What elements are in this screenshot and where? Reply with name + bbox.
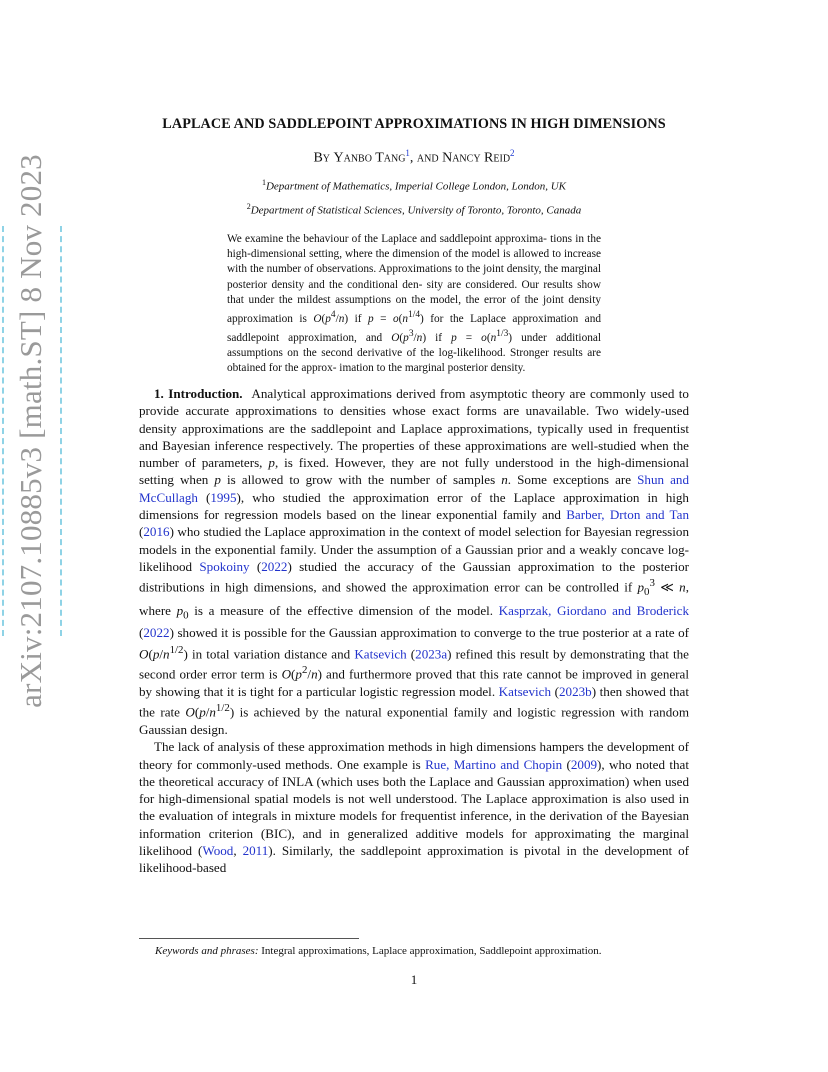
keywords-footnote: [155, 945, 695, 957]
cite-wood[interactable]: Wood: [202, 843, 234, 859]
cite-kasprzak[interactable]: Kasprzak, Giordano and Broderick: [498, 602, 689, 618]
arxiv-stamp[interactable]: arXiv:2107.10885v3 [math.ST] 8 Nov 2023: [13, 154, 48, 708]
cite-shun-mccullagh[interactable]: Shun and McCullagh: [139, 472, 690, 505]
affil-ref-1[interactable]: 1: [405, 148, 410, 158]
by-label: By: [313, 150, 330, 166]
cite-spokoiny[interactable]: Spokoiny: [199, 558, 250, 574]
affiliation-2-sup: 2: [246, 202, 251, 211]
keywords-text: Integral approximations, Laplace approximation, Saddlepoint approximation.: [261, 945, 602, 957]
affiliation-1-sup: 1: [261, 178, 266, 187]
cite-wood-year[interactable]: 2011: [242, 843, 269, 859]
affiliation-1: [0, 178, 828, 193]
affil-ref-2[interactable]: 2: [510, 148, 515, 158]
affiliation-1-text: Department of Mathematics, Imperial College London, London, UK: [265, 180, 567, 193]
intro-paragraph-1: 1. Introduction. Analytical approximations derived from asymptotic theory are commonly used to provide accurate approximations to densities whose exact forms are unavailable. Two widely-used density approximations are the saddlepoint and Laplace approximations, typically used in frequentist and Bayesian inference respectively. The properties of these approximations are well-studied when the number of parameters, p, is fixed. However, they are not fully understood in the high-dimensional setting when p is allowed to grow with the number of samples n. Some exceptions are Shun and McCullagh (1995), who studied the approximation error of the Laplace approximation in high dimensions for regression models based on the linear exponential family and Barber, Drton and Tan (2016) who studied the Laplace approximation in the context of model selection for Bayesian regression models in the exponential family. Under the assumption of a Gaussian prior and a weakly concave log-likelihood Spokoiny (2022) studied the accuracy of the Gaussian approximation to the posterior distributions in high dimensions, and showed the approximation error can be controlled if $p_0^3$ ≪ n, where $p_0$ is a measure of the effective dimension of the model. Kasprzak, Giordano and Broderick (2022) showed it is possible for the Gaussian approximation to converge to the true posterior at a rate of $O(p/n^{1/2})$ in total variation distance and Katsevich (2023a) refined this result by demonstrating that the second order error term is $O(p^2/n)$ and furthermore proved that this rate cannot be improved in general by showing that it is tight for a particular logistic regression model. Katsevich (2023b) then showed that the rate $O(p/n^{1/2})$ is achieved by the natural exponential family and logistic regression with random Gaussian design.: [139, 386, 690, 737]
author-2: Nancy Reid: [442, 150, 511, 166]
affiliation-2-text: Department of Statistical Sciences, University of Toronto, Toronto, Canada: [250, 204, 582, 217]
cite-katsevich-a[interactable]: Katsevich: [354, 646, 407, 662]
cite-rue[interactable]: Rue, Martino and Chopin: [425, 756, 563, 772]
cite-rue-year[interactable]: 2009: [570, 756, 598, 772]
cite-spokoiny-year[interactable]: 2022: [261, 558, 288, 574]
paper-title: LAPLACE AND SADDLEPOINT APPROXIMATIONS IN HIGH DIMENSIONS: [162, 116, 666, 132]
affiliation-2: [0, 202, 828, 217]
cite-katsevich-a-year[interactable]: 2023a: [415, 646, 448, 662]
cite-kasprzak-year[interactable]: 2022: [143, 625, 170, 641]
cite-barber-year[interactable]: 2016: [143, 524, 170, 540]
keywords-label: Keywords and phrases:: [155, 945, 259, 957]
author-line: [0, 148, 828, 167]
section-heading: 1. Introduction.: [154, 386, 243, 401]
cite-katsevich-b[interactable]: Katsevich: [498, 684, 552, 700]
cite-katsevich-b-year[interactable]: 2023b: [558, 684, 592, 700]
body-text: [139, 385, 689, 877]
intro-paragraph-2: The lack of analysis of these approximation methods in high dimensions hampers the development of theory for commonly-used methods. One example is Rue, Martino and Chopin (2009), who noted that the theoretical accuracy of INLA (which uses both the Laplace and Gaussian approximation) when used for high-dimensional spatial models is not well understood. The Laplace approximation is also used in the evaluation of integrals in mixture models for frequentist inference, in the derivation of the Bayesian information criterion (BIC), and in generalized additive models for approximating the marginal likelihood (Wood, 2011). Similarly, the saddlepoint approximation is pivotal in the development of likelihood-based: [139, 739, 690, 876]
cite-shun-mccullagh-year[interactable]: 1995: [210, 489, 237, 505]
author-1: Yanbo Tang: [333, 150, 406, 166]
abstract: We examine the behaviour of the Laplace and saddlepoint approxima- tions in the high-dimensional setting, where the dimension of the model is allowed to increase with the number of observations. Approximations to the joint density, the marginal posterior density and the conditional den- sity are considered. Our results show that under the mildest assumptions on the model, the error of the joint density approximation is $O(p^4/n)$ if $p = o(n^{1/4})$ for the Laplace approximation and saddlepoint approximation, and $O(p^3/n)$ if $p = o(n^{1/3})$ under additional assumptions on the second derivative of the log-likelihood. Stronger results are obtained for the approx- imation to the marginal posterior density.: [227, 233, 602, 375]
footnote-rule: [139, 938, 359, 939]
page-number: 1: [410, 972, 418, 987]
cite-barber[interactable]: Barber, Drton and Tan: [566, 507, 689, 523]
author-separator: , and: [409, 150, 439, 166]
